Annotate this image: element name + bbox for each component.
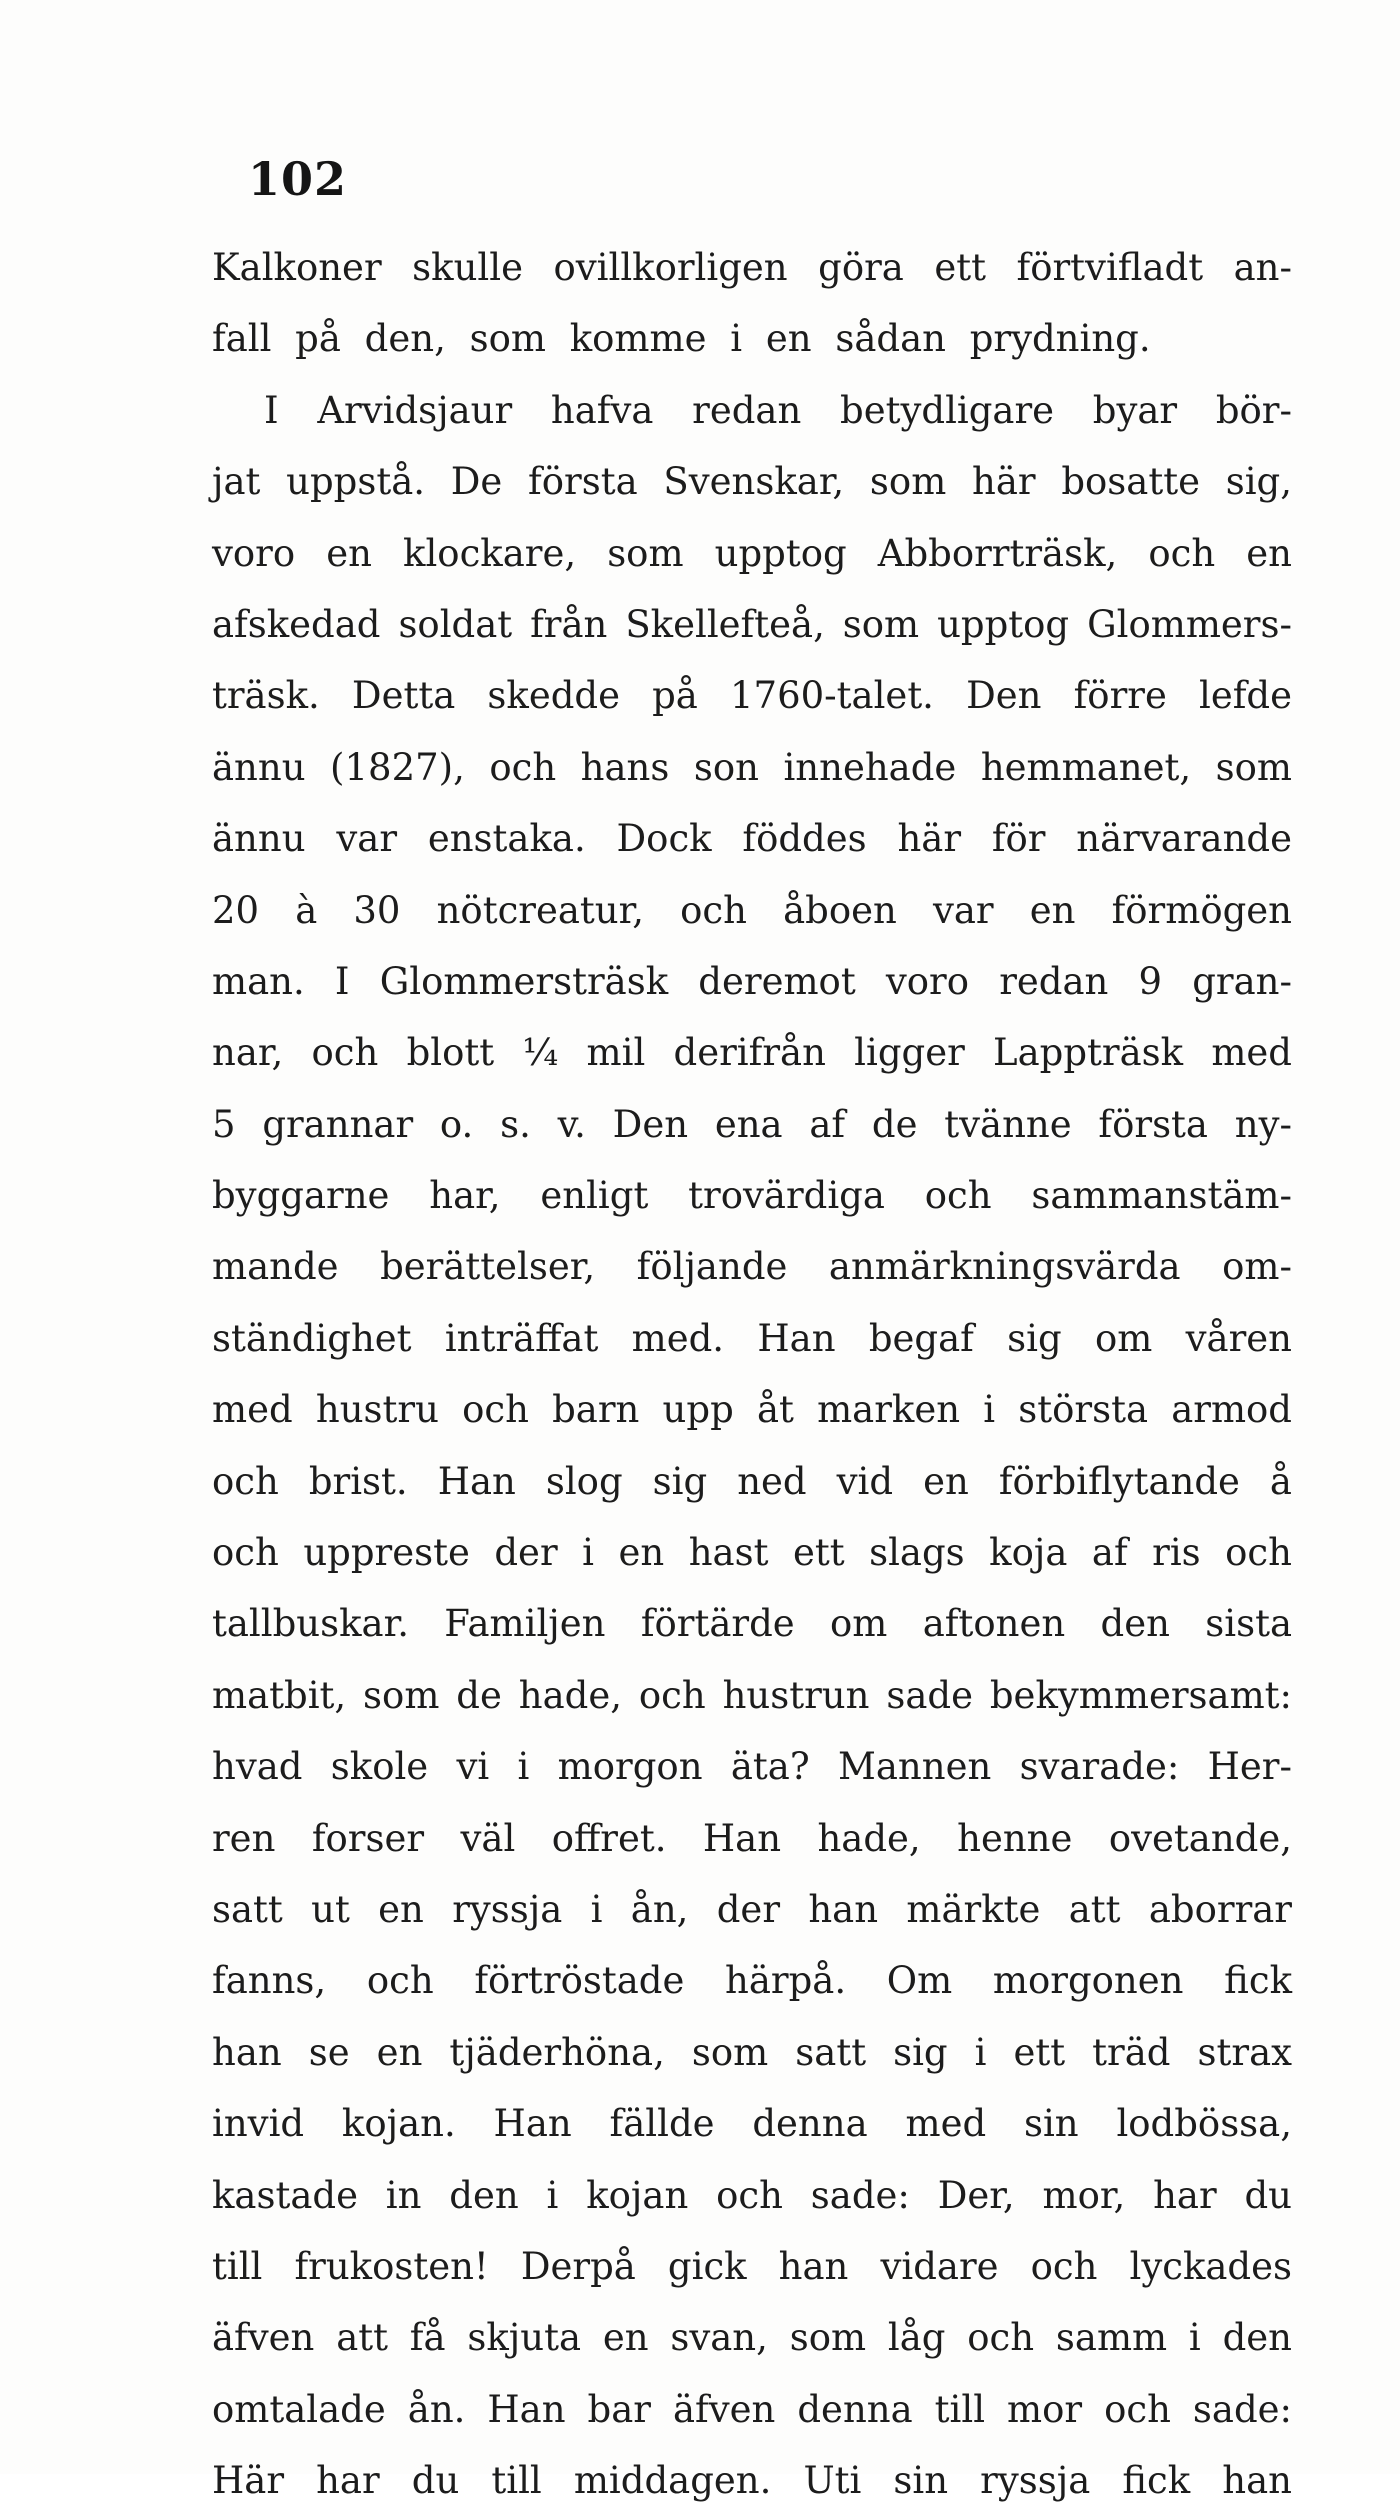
text-line-31: omtalade ån. Han bar äfven denna till mor och sade: (212, 2387, 1292, 2431)
text-line-17: med hustru och barn upp åt marken i största armod (212, 1388, 1292, 1432)
text-line-5: voro en klockare, som upptog Abborrträsk, och en (212, 531, 1292, 575)
text-line-4: jat uppstå. De första Svenskar, som här bosatte sig, (212, 460, 1292, 504)
text-line-30: äfven att få skjuta en svan, som låg och samm i den (212, 2316, 1292, 2360)
text-line-15: mande berättelser, följande anmärkningsvärda om- (212, 1245, 1292, 1289)
text-line-3: I Arvidsjaur hafva redan betydligare byar bör- (264, 388, 1292, 432)
text-line-8: ännu (1827), och hans son innehade hemmanet, som (212, 745, 1292, 789)
text-line-9: ännu var enstaka. Dock föddes här för närvarande (212, 817, 1292, 861)
text-line-28: kastade in den i kojan och sade: Der, mor, har du (212, 2173, 1292, 2217)
text-line-10: 20 à 30 nötcreatur, och åboen var en förmögen (212, 888, 1292, 932)
text-line-16: ständighet inträffat med. Han begaf sig om våren (212, 1316, 1292, 1360)
text-line-13: 5 grannar o. s. v. Den ena af de tvänne första ny- (212, 1102, 1292, 1146)
text-line-14: byggarne har, enligt trovärdiga och sammanstäm- (212, 1174, 1292, 1218)
text-line-26: han se en tjäderhöna, som satt sig i ett träd strax (212, 2030, 1292, 2074)
text-line-23: ren forser väl offret. Han hade, henne ovetande, (212, 1816, 1292, 1860)
text-line-19: och uppreste der i en hast ett slags koja af ris och (212, 1531, 1292, 1575)
text-line-12: nar, och blott ¼ mil derifrån ligger Lappträsk med (212, 1031, 1292, 1075)
text-line-22: hvad skole vi i morgon äta? Mannen svarade: Her- (212, 1745, 1292, 1789)
text-line-6: afskedad soldat från Skellefteå, som upptog Glommers- (212, 602, 1292, 646)
text-line-29: till frukosten! Derpå gick han vidare och lyckades (212, 2244, 1292, 2288)
text-line-32: Här har du till middagen. Uti sin ryssja fick han (212, 2459, 1292, 2503)
page-number: 102 (248, 152, 348, 206)
text-line-25: fanns, och förtröstade härpå. Om morgonen fick (212, 1959, 1292, 2003)
text-line-24: satt ut en ryssja i ån, der han märkte att aborrar (212, 1887, 1292, 1931)
body-text (212, 232, 1292, 2517)
text-line-18: och brist. Han slog sig ned vid en förbiflytande å (212, 1459, 1292, 1503)
text-line-21: matbit, som de hade, och hustrun sade bekymmersamt: (212, 1673, 1292, 1717)
text-line-1: Kalkoner skulle ovillkorligen göra ett förtvifladt an- (212, 246, 1292, 289)
text-line-7: träsk. Detta skedde på 1760-talet. Den förre lefde (212, 674, 1292, 718)
text-line-2: fall på den, som komme i en sådan prydning. (212, 317, 1151, 361)
text-line-20: tallbuskar. Familjen förtärde om aftonen den sista (212, 1602, 1292, 1646)
text-line-27: invid kojan. Han fällde denna med sin lodbössa, (212, 2102, 1292, 2146)
text-line-11: man. I Glommersträsk deremot voro redan 9 gran- (212, 959, 1292, 1003)
